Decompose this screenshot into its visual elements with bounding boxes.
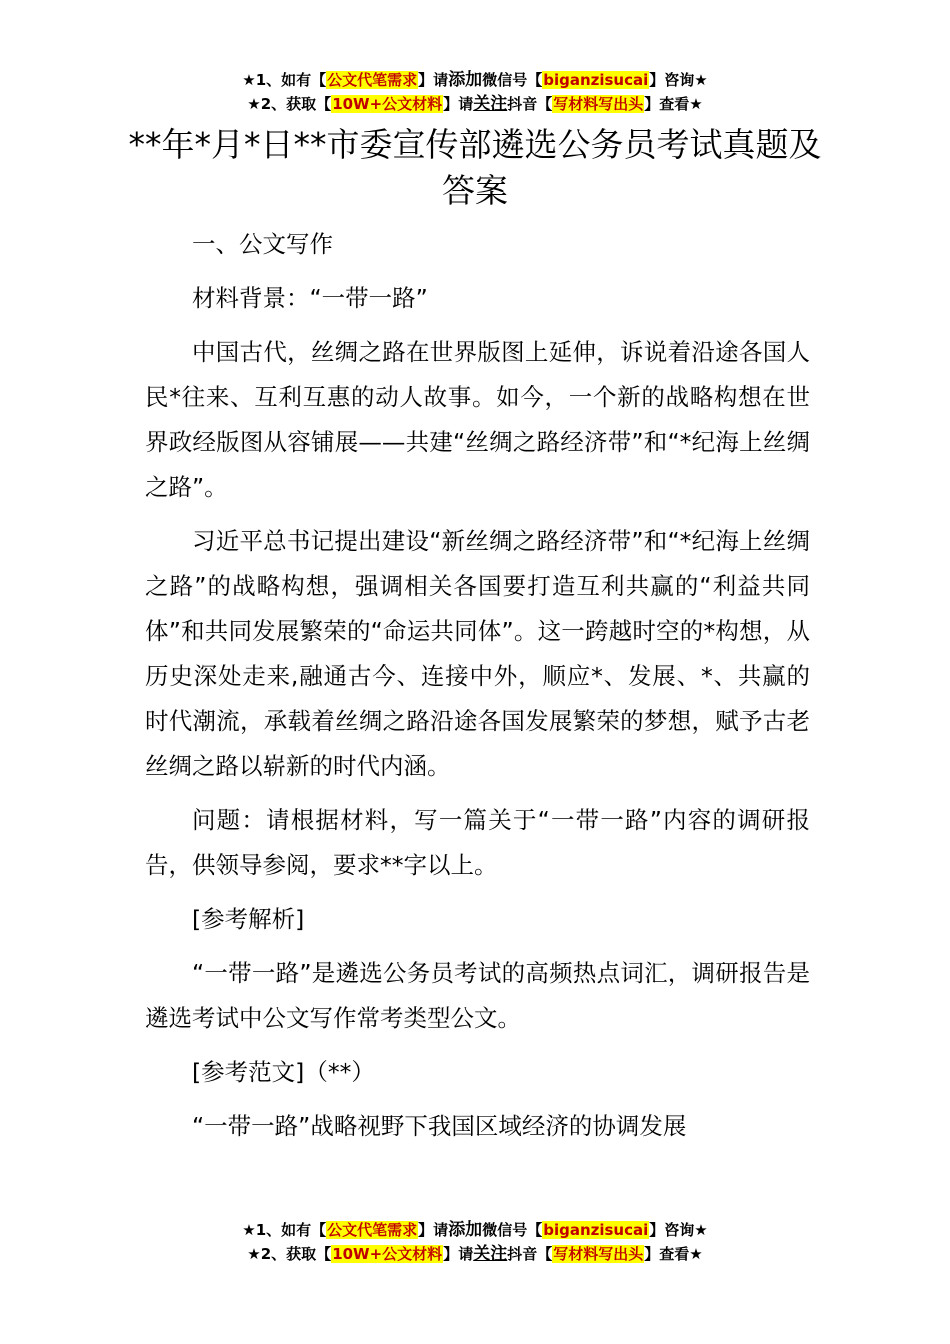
- banner-line-1: [0, 68, 950, 92]
- banner-text: 】请: [418, 71, 449, 89]
- banner-highlight: 10W+公文材料: [332, 95, 443, 113]
- banner-text: 抖音【: [507, 1245, 553, 1263]
- question-paragraph: 问题：请根据材料，写一篇关于“一带一路”内容的调研报告，供领导参阅，要求**字以上。: [145, 806, 810, 879]
- banner-text: 抖音【: [507, 95, 553, 113]
- sample-title: “一带一路”战略视野下我国区域经济的协调发展: [192, 1112, 687, 1140]
- banner-line-1: [0, 1218, 950, 1242]
- banner-emphasis: 添加: [448, 1220, 483, 1240]
- banner-text: ★1、如有【: [242, 71, 327, 89]
- banner-emphasis: 关注: [473, 1244, 508, 1264]
- document-title: **年*月*日**市委宣传部遴选公务员考试真题及答案: [128, 125, 822, 210]
- document-body: [145, 222, 810, 1158]
- banner-text: 】请: [443, 95, 474, 113]
- banner-line-2: [0, 92, 950, 116]
- analysis-paragraph: “一带一路”是遴选公务员考试的高频热点词汇，调研报告是遴选考试中公文写作常考类型公文。: [145, 959, 810, 1032]
- banner-line-2: [0, 1242, 950, 1266]
- paragraph: 中国古代，丝绸之路在世界版图上延伸，诉说着沿途各国人民*往来、互利互惠的动人故事。如今，一个新的战略构想在世界政经版图从容铺展——共建“丝绸之路经济带”和“*纪海上丝绸之路”。: [145, 338, 810, 501]
- banner-text: 】咨询★: [649, 1221, 708, 1239]
- banner-wechat-id: biganzisucai: [543, 71, 649, 89]
- analysis-label: [参考解析]: [192, 905, 305, 933]
- banner-wechat-id: biganzisucai: [543, 1221, 649, 1239]
- banner-emphasis: 关注: [473, 94, 508, 114]
- banner-text: 】请: [443, 1245, 474, 1263]
- banner-text: ★2、获取【: [247, 95, 332, 113]
- banner-douyin-id: 写材料写出头: [553, 1245, 644, 1263]
- sample-label: [参考范文]（**）: [192, 1058, 375, 1086]
- banner-highlight: 10W+公文材料: [332, 1245, 443, 1263]
- banner-douyin-id: 写材料写出头: [553, 95, 644, 113]
- banner-highlight: 公文代笔需求: [327, 1221, 418, 1239]
- banner-text: 】查看★: [644, 95, 703, 113]
- footer-banner: [0, 1218, 950, 1266]
- banner-text: 】咨询★: [649, 71, 708, 89]
- banner-highlight: 公文代笔需求: [327, 71, 418, 89]
- banner-text: 微信号【: [482, 1221, 543, 1239]
- paragraph: 习近平总书记提出建设“新丝绸之路经济带”和“*纪海上丝绸之路”的战略构想，强调相关各国要打造互利共赢的“利益共同体”和共同发展繁荣的“命运共同体”。这一跨越时空的*构想，从历史深处走来,融通古今、连接中外，顺应*、发展、*、共赢的时代潮流，承载着丝绸之路沿途各国发展繁荣的梦想，赋予古老丝绸之路以崭新的时代内涵。: [145, 527, 810, 780]
- banner-text: ★2、获取【: [247, 1245, 332, 1263]
- header-banner: [0, 68, 950, 116]
- banner-emphasis: 添加: [448, 70, 483, 90]
- section-heading: 一、公文写作: [192, 230, 333, 258]
- banner-text: 微信号【: [482, 71, 543, 89]
- banner-text: 】查看★: [644, 1245, 703, 1263]
- banner-text: 】请: [418, 1221, 449, 1239]
- material-label: 材料背景：“一带一路”: [192, 284, 428, 312]
- banner-text: ★1、如有【: [242, 1221, 327, 1239]
